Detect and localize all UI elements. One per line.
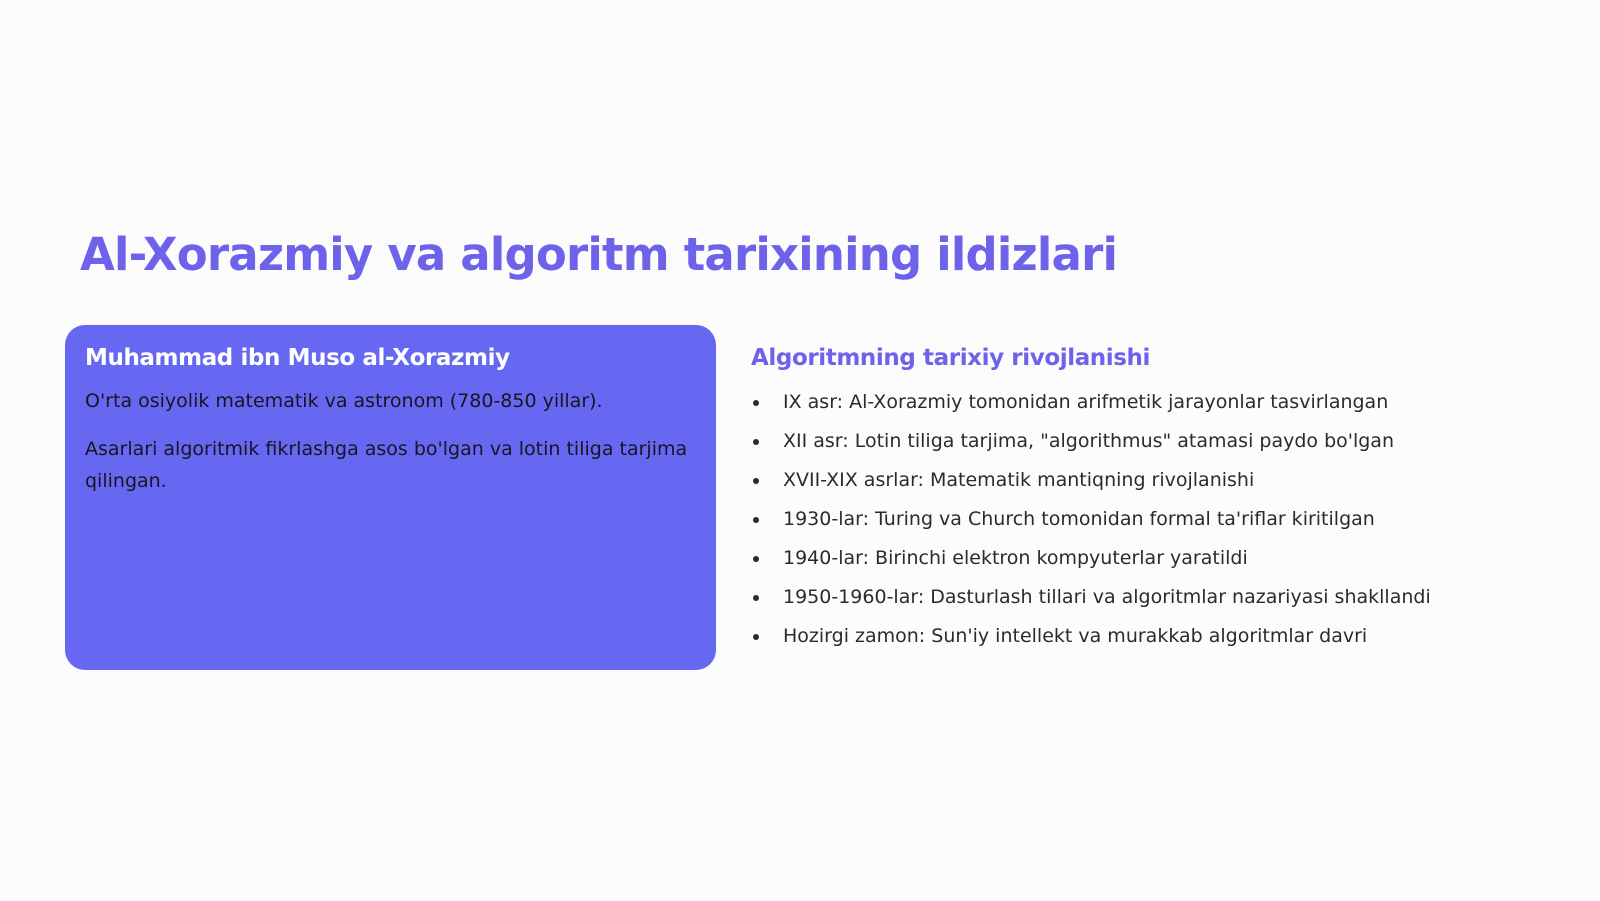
bullet-icon	[753, 439, 759, 445]
timeline-item-text: IX asr: Al-Xorazmiy tomonidan arifmetik jarayonlar tasvirlangan	[783, 391, 1389, 413]
timeline-item-text: 1940-lar: Birinchi elektron kompyuterlar yaratildi	[783, 547, 1248, 569]
timeline-item-text: 1950-1960-lar: Dasturlash tillari va algoritmlar nazariyasi shakllandi	[783, 586, 1431, 608]
timeline-item-text: Hozirgi zamon: Sun'iy intellekt va murakkab algoritmlar davri	[783, 625, 1368, 647]
timeline-item-text: 1930-lar: Turing va Church tomonidan formal ta'riflar kiritilgan	[783, 508, 1375, 530]
timeline-list	[751, 383, 1571, 656]
bullet-icon	[753, 400, 759, 406]
bullet-icon	[753, 595, 759, 601]
timeline-item-text: XVII-XIX asrlar: Matematik mantiqning rivojlanishi	[783, 469, 1255, 491]
timeline-item	[751, 461, 1571, 500]
timeline-item	[751, 539, 1571, 578]
timeline-item-text: XII asr: Lotin tiliga tarjima, "algorithmus" atamasi paydo bo'lgan	[783, 430, 1394, 452]
timeline-item	[751, 578, 1571, 617]
card-paragraph: O'rta osiyolik matematik va astronom (780-850 yillar).	[85, 390, 603, 412]
bullet-icon	[753, 478, 759, 484]
card-title: Muhammad ibn Muso al-Xorazmiy	[85, 345, 510, 371]
timeline-item	[751, 617, 1571, 656]
timeline-item	[751, 383, 1571, 422]
timeline-item	[751, 422, 1571, 461]
slide-title: Al-Xorazmiy va algoritm tarixining ildizlari	[80, 228, 1118, 281]
section-title: Algoritmning tarixiy rivojlanishi	[751, 345, 1151, 371]
timeline-section	[751, 345, 1571, 656]
bullet-icon	[753, 517, 759, 523]
profile-card	[65, 325, 716, 670]
timeline-item	[751, 500, 1571, 539]
bullet-icon	[753, 556, 759, 562]
card-paragraph: Asarlari algoritmik fikrlashga asos bo'lgan va lotin tiliga tarjima qilingan.	[85, 438, 688, 492]
bullet-icon	[753, 634, 759, 640]
